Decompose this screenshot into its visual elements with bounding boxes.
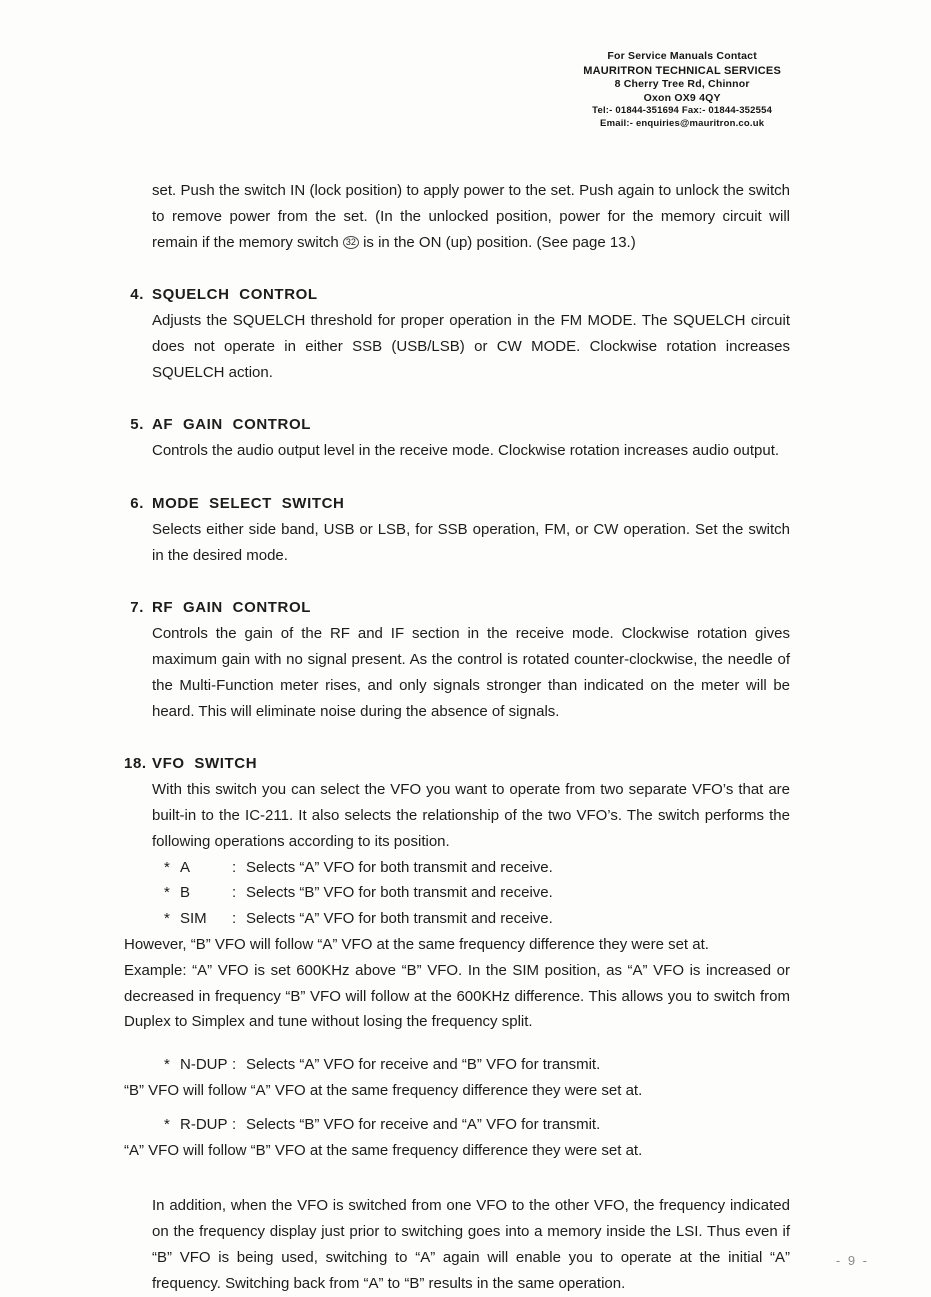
section-heading	[124, 595, 790, 621]
bullet: *	[164, 884, 170, 902]
section-mode-select-switch	[124, 491, 790, 568]
section-body: Controls the audio output level in the receive mode. Clockwise rotation increases audio output.	[152, 442, 780, 460]
section-body: Selects either side band, USB or LSB, for SSB operation, FM, or CW operation. Set the switch in the desired mode.	[152, 520, 790, 564]
circled-ref-number: 32	[343, 236, 359, 249]
section-squelch-control	[124, 282, 790, 385]
section-af-gain-control	[124, 412, 790, 464]
bullet: *	[164, 858, 170, 876]
bullet: *	[164, 1056, 170, 1074]
stamp-line: For Service Manuals Contact	[607, 50, 757, 62]
manual-text-column	[124, 178, 790, 1297]
section-number: 5.	[130, 416, 144, 434]
vfo-position-label: SIM	[180, 910, 207, 928]
stamp-address-line: Oxon OX9 4QY	[643, 91, 721, 104]
vfo-sim-continuation: However, “B” VFO will follow “A” VFO at the same frequency difference they were set at.	[124, 936, 709, 954]
vfo-position-label: A	[180, 858, 191, 876]
section-title: RF GAIN CONTROL	[152, 599, 311, 617]
vfo-sim-example: Example: “A” VFO is set 600KHz above “B” VFO. In the SIM position, as “A” VFO is increased or decreased in frequency “B” VFO will follow at the 600KHz difference. This allows you to switch from Duplex to Simplex and tune without losing the frequency split.	[124, 961, 790, 1031]
vfo-item-sim	[164, 906, 790, 932]
page-number: - 9 -	[835, 1253, 869, 1268]
vfo-item-a	[164, 855, 790, 881]
vfo-item-r-dup	[164, 1112, 790, 1138]
vfo-item-description: Selects “A” VFO for both transmit and receive.	[246, 858, 553, 876]
section-body: Adjusts the SQUELCH threshold for proper operation in the FM MODE. The SQUELCH circuit does not operate in either SSB (USB/LSB) or CW MODE. Clockwise rotation increases SQUELCH action.	[152, 312, 790, 381]
section-body: Controls the gain of the RF and IF section in the receive mode. Clockwise rotation gives maximum gain with no signal present. As the control is rotated counter-clockwise, the needle of the Multi-Function meter rises, and only signals stronger than indicated on the meter will be heard. This will eliminate noise during the absence of signals.	[152, 625, 790, 720]
stamp-address-line: 8 Cherry Tree Rd, Chinnor	[614, 77, 750, 90]
vfo-position-label: R-DUP	[180, 1115, 228, 1133]
stamp-company-name: MAURITRON TECHNICAL SERVICES	[583, 64, 781, 77]
section-vfo-switch	[124, 751, 790, 1296]
colon: :	[232, 884, 237, 902]
section-heading	[124, 751, 790, 777]
vfo-position-label: N-DUP	[180, 1056, 228, 1074]
vfo-item-description: Selects “B” VFO for both transmit and receive.	[246, 884, 553, 902]
vfo-item-description: Selects “A” VFO for both transmit and receive.	[246, 910, 553, 928]
colon: :	[232, 1115, 237, 1133]
colon: :	[232, 910, 237, 928]
section-number: 7.	[130, 599, 144, 617]
vfo-rdup-continuation: “A” VFO will follow “B” VFO at the same frequency difference they were set at.	[124, 1141, 643, 1159]
section-heading	[124, 282, 790, 308]
section-title: VFO SWITCH	[152, 755, 258, 773]
vfo-intro-paragraph: With this switch you can select the VFO you want to operate from two separate VFO’s that are built-in to the IC-211. It also selects the relationship of the two VFO’s. The switch performs the following operations according to its position.	[152, 781, 790, 850]
section-number: 4.	[130, 286, 144, 304]
intro-paragraph	[124, 178, 790, 255]
colon: :	[232, 1056, 237, 1074]
bullet: *	[164, 910, 170, 928]
vfo-item-description: Selects “A” VFO for receive and “B” VFO for transmit.	[246, 1056, 601, 1074]
section-title: AF GAIN CONTROL	[152, 416, 311, 434]
vfo-closing-paragraph: In addition, when the VFO is switched from one VFO to the other VFO, the frequency indicated on the frequency display just prior to switching goes into a memory inside the LSI. Thus even if “B” VFO is being used, switching to “A” again will enable you to operate at the initial “A” frequency. Switching back from “A” to “B” results in the same operation.	[152, 1197, 790, 1292]
vfo-item-n-dup	[164, 1052, 790, 1078]
section-heading	[124, 491, 790, 517]
section-rf-gain-control	[124, 595, 790, 724]
section-number: 18.	[124, 755, 147, 773]
service-contact-stamp	[583, 50, 781, 130]
bullet: *	[164, 1115, 170, 1133]
colon: :	[232, 858, 237, 876]
vfo-position-label: B	[180, 884, 191, 902]
intro-text-part2: is in the ON (up) position. (See page 13.)	[358, 233, 636, 251]
section-number: 6.	[130, 495, 144, 513]
vfo-item-b	[164, 880, 790, 906]
stamp-email-line: Email:- enquiries@mauritron.co.uk	[600, 117, 765, 129]
vfo-item-description: Selects “B” VFO for receive and “A” VFO for transmit.	[246, 1115, 601, 1133]
section-heading	[124, 412, 790, 438]
stamp-phone-line: Tel:- 01844-351694 Fax:- 01844-352554	[592, 105, 773, 117]
vfo-ndup-continuation: “B” VFO will follow “A” VFO at the same frequency difference they were set at.	[124, 1082, 643, 1100]
intro-text-part1: set. Push the switch IN (lock position) to apply power to the set. Push again to unlock the switch to remove power from the set. (In the unlocked position, power for the memory circuit will remain if the memory switch	[152, 181, 790, 251]
section-title: MODE SELECT SWITCH	[152, 495, 345, 513]
section-title: SQUELCH CONTROL	[152, 286, 318, 304]
